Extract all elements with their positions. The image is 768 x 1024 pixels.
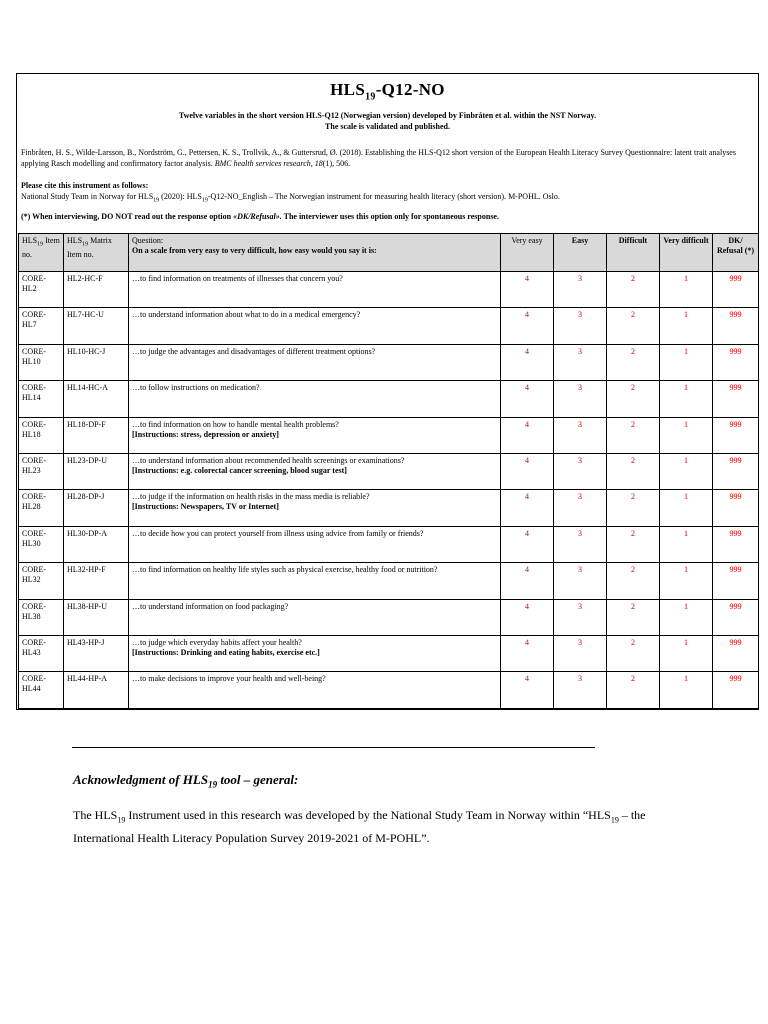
difficult-code: 2: [607, 308, 660, 344]
subtitle: [17, 110, 758, 132]
col-header-dk-refusal: DK/ Refusal (*): [713, 234, 759, 272]
dk-refusal-code: 999: [713, 672, 759, 708]
very-easy-code: 4: [501, 599, 554, 635]
very-easy-code: 4: [501, 563, 554, 599]
subtitle-line-1: Twelve variables in the short version HLS-Q12 (Norwegian version) developed by Finbråten et al. within the NST Norway.: [178, 111, 597, 120]
easy-code: 3: [554, 381, 607, 417]
question-text: …to find information on healthy life styles such as physical exercise, healthy food or nutrition?: [132, 565, 438, 575]
question-text: …to judge the advantages and disadvantages of different treatment options?: [132, 346, 376, 356]
difficult-code: 2: [607, 381, 660, 417]
item-number-cell: CORE-HL38: [19, 599, 64, 635]
question-cell: [129, 453, 501, 489]
item-number-cell: CORE-HL7: [19, 308, 64, 344]
item-number-cell: CORE-HL10: [19, 344, 64, 380]
question-cell: [129, 599, 501, 635]
ack-heading-part: Acknowledgment of HLS: [73, 772, 209, 787]
citation-part: National Study Team in Norway for HLS: [21, 192, 154, 201]
ack-body-part: Instrument used in this research was developed by the National Study Team in Norway within “HLS: [125, 808, 611, 822]
question-text: …to understand information on food packaging?: [132, 601, 289, 611]
table-row: [19, 272, 759, 308]
item-number-cell: CORE-HL14: [19, 381, 64, 417]
note-part: The interviewer uses this option only for spontaneous response.: [281, 212, 499, 221]
citation-heading: Please cite this instrument as follows:: [21, 181, 149, 190]
very-difficult-code: 1: [660, 526, 713, 562]
dk-refusal-code: 999: [713, 308, 759, 344]
table-row: [19, 563, 759, 599]
table-header-row: [19, 234, 759, 272]
header-text: HLS: [22, 236, 38, 245]
citation-sub: 19: [201, 197, 208, 204]
item-number-cell: CORE-HL43: [19, 635, 64, 671]
dk-refusal-code: 999: [713, 344, 759, 380]
easy-code: 3: [554, 635, 607, 671]
question-text: …to understand information about recommended health screenings or examinations?: [132, 455, 405, 465]
question-text: …to find information on how to handle mental health problems?: [132, 419, 339, 429]
table-row: [19, 672, 759, 708]
question-cell: [129, 308, 501, 344]
header-text: On a scale from very easy to very difficult, how easy would you say it is:: [132, 246, 377, 255]
very-difficult-code: 1: [660, 381, 713, 417]
col-header-very-easy: Very easy: [501, 234, 554, 272]
very-easy-code: 4: [501, 417, 554, 453]
very-difficult-code: 1: [660, 344, 713, 380]
item-number-cell: CORE-HL18: [19, 417, 64, 453]
table-row: [19, 599, 759, 635]
question-cell: [129, 563, 501, 599]
very-difficult-code: 1: [660, 672, 713, 708]
note-emphasis: «DK/Refusal».: [233, 212, 282, 221]
matrix-number-cell: HL38-HP-U: [64, 599, 129, 635]
question-text: …to find information on treatments of illnesses that concern you?: [132, 274, 343, 283]
ack-body-sub: 19: [610, 815, 619, 825]
very-difficult-code: 1: [660, 635, 713, 671]
table-row: [19, 635, 759, 671]
easy-code: 3: [554, 344, 607, 380]
item-number-cell: CORE-HL32: [19, 563, 64, 599]
item-number-cell: CORE-HL2: [19, 272, 64, 308]
table-row: [19, 344, 759, 380]
instrument-frame: [16, 73, 759, 710]
question-instructions: [Instructions: Newspapers, TV or Internet]: [132, 502, 279, 512]
header-text: Question:: [132, 236, 164, 245]
reference: [21, 147, 750, 169]
header-sub: 19: [37, 241, 44, 248]
citation-part: -Q12-NO_English – The Norwegian instrument for measuring health literacy (short version). M-POHL. Oslo.: [207, 192, 560, 201]
item-number-cell: CORE-HL23: [19, 453, 64, 489]
easy-code: 3: [554, 526, 607, 562]
very-difficult-code: 1: [660, 453, 713, 489]
very-easy-code: 4: [501, 381, 554, 417]
ack-body-part: – the International Health Literacy Population Survey 2019-2021 of M-POHL”.: [73, 808, 646, 846]
question-cell: [129, 635, 501, 671]
easy-code: 3: [554, 272, 607, 308]
very-easy-code: 4: [501, 672, 554, 708]
question-instructions: [Instructions: stress, depression or anxiety]: [132, 429, 279, 439]
matrix-number-cell: HL43-HP-J: [64, 635, 129, 671]
subtitle-line-2: The scale is validated and published.: [325, 122, 450, 131]
difficult-code: 2: [607, 417, 660, 453]
questions-body: [19, 272, 759, 709]
very-difficult-code: 1: [660, 490, 713, 526]
matrix-number-cell: HL28-DP-J: [64, 490, 129, 526]
question-cell: [129, 381, 501, 417]
table-row: [19, 417, 759, 453]
very-difficult-code: 1: [660, 308, 713, 344]
matrix-number-cell: HL18-DP-F: [64, 417, 129, 453]
easy-code: 3: [554, 599, 607, 635]
table-row: [19, 381, 759, 417]
title-suffix: -Q12-NO: [375, 80, 445, 99]
col-header-question: [129, 234, 501, 272]
easy-code: 3: [554, 672, 607, 708]
reference-tail: (1), 506.: [322, 159, 351, 168]
question-cell: [129, 672, 501, 708]
acknowledgment-heading: [73, 772, 298, 790]
very-difficult-code: 1: [660, 272, 713, 308]
table-row: [19, 453, 759, 489]
matrix-number-cell: HL23-DP-U: [64, 453, 129, 489]
citation-sub: 19: [153, 197, 160, 204]
item-number-cell: CORE-HL44: [19, 672, 64, 708]
difficult-code: 2: [607, 344, 660, 380]
item-number-cell: CORE-HL30: [19, 526, 64, 562]
acknowledgment-body: [73, 806, 703, 847]
very-easy-code: 4: [501, 344, 554, 380]
dk-refusal-code: 999: [713, 490, 759, 526]
matrix-number-cell: HL10-HC-J: [64, 344, 129, 380]
very-easy-code: 4: [501, 453, 554, 489]
matrix-number-cell: HL7-HC-U: [64, 308, 129, 344]
ack-heading-part: tool – general:: [217, 772, 299, 787]
dk-refusal-code: 999: [713, 526, 759, 562]
matrix-number-cell: HL30-DP-A: [64, 526, 129, 562]
question-cell: [129, 490, 501, 526]
col-header-very-difficult: Very difficult: [660, 234, 713, 272]
col-header-matrix: [64, 234, 129, 272]
matrix-number-cell: HL14-HC-A: [64, 381, 129, 417]
difficult-code: 2: [607, 599, 660, 635]
dk-refusal-code: 999: [713, 417, 759, 453]
question-text: …to make decisions to improve your health and well-being?: [132, 674, 326, 684]
matrix-number-cell: HL32-HP-F: [64, 563, 129, 599]
question-instructions: [Instructions: Drinking and eating habits, exercise etc.]: [132, 647, 320, 657]
header-text: Item no.: [22, 236, 60, 259]
citation-text: [21, 191, 750, 207]
difficult-code: 2: [607, 272, 660, 308]
very-difficult-code: 1: [660, 599, 713, 635]
citation-part: (2020): HLS: [159, 192, 202, 201]
citation-block: [21, 180, 750, 207]
dk-refusal-code: 999: [713, 381, 759, 417]
question-text: …to understand information about what to do in a medical emergency?: [132, 310, 361, 320]
question-cell: [129, 344, 501, 380]
separator-line: [72, 747, 595, 748]
question-cell: [129, 272, 501, 308]
difficult-code: 2: [607, 453, 660, 489]
easy-code: 3: [554, 563, 607, 599]
header-text: HLS: [67, 236, 83, 245]
question-text: …to judge if the information on health risks in the mass media is reliable?: [132, 492, 370, 502]
very-easy-code: 4: [501, 272, 554, 308]
very-easy-code: 4: [501, 635, 554, 671]
matrix-number-cell: HL2-HC-F: [64, 272, 129, 308]
ack-body-sub: 19: [117, 815, 126, 825]
dk-refusal-code: 999: [713, 635, 759, 671]
ack-heading-sub: 19: [208, 779, 218, 790]
col-header-difficult: Difficult: [607, 234, 660, 272]
difficult-code: 2: [607, 672, 660, 708]
col-header-item: [19, 234, 64, 272]
question-text: …to judge which everyday habits affect your health?: [132, 637, 302, 647]
question-cell: [129, 526, 501, 562]
easy-code: 3: [554, 417, 607, 453]
dk-refusal-code: 999: [713, 599, 759, 635]
note-part: (*) When interviewing, DO NOT read out the response option: [21, 212, 234, 221]
difficult-code: 2: [607, 526, 660, 562]
easy-code: 3: [554, 308, 607, 344]
questions-table: [18, 233, 759, 709]
very-difficult-code: 1: [660, 563, 713, 599]
easy-code: 3: [554, 490, 607, 526]
ack-body-part: The HLS: [73, 808, 118, 822]
very-difficult-code: 1: [660, 417, 713, 453]
dk-refusal-code: 999: [713, 563, 759, 599]
question-cell: [129, 417, 501, 453]
interviewer-note: [21, 212, 750, 221]
difficult-code: 2: [607, 635, 660, 671]
table-row: [19, 490, 759, 526]
reference-journal: BMC health services research, 18: [214, 159, 323, 168]
difficult-code: 2: [607, 490, 660, 526]
dk-refusal-code: 999: [713, 453, 759, 489]
title-text: HLS: [330, 80, 366, 99]
question-instructions: [Instructions: e.g. colorectal cancer screening, blood sugar test]: [132, 465, 347, 475]
col-header-easy: Easy: [554, 234, 607, 272]
question-text: …to decide how you can protect yourself from illness using advice from family or friends?: [132, 528, 424, 538]
header-text: Matrix Item no.: [67, 236, 112, 259]
reference-main: Finbråten, H. S., Wilde-Larsson, B., Nordström, G., Pettersen, K. S., Trollvik, A., & Guttersrud, Ø. (2018). Establishing the HLS-Q12 short version of the European Health Literacy Survey Questionnaire: latent trait analyses applying Rasch modelling and confirmatory factor analysis.: [21, 148, 736, 168]
very-easy-code: 4: [501, 526, 554, 562]
title-subscript: 19: [365, 91, 376, 103]
table-row: [19, 526, 759, 562]
easy-code: 3: [554, 453, 607, 489]
very-easy-code: 4: [501, 490, 554, 526]
table-row: [19, 308, 759, 344]
very-easy-code: 4: [501, 308, 554, 344]
dk-refusal-code: 999: [713, 272, 759, 308]
question-text: …to follow instructions on medication?: [132, 383, 260, 393]
document-title: [17, 80, 758, 102]
item-number-cell: CORE-HL28: [19, 490, 64, 526]
difficult-code: 2: [607, 563, 660, 599]
header-sub: 19: [82, 241, 89, 248]
matrix-number-cell: HL44-HP-A: [64, 672, 129, 708]
